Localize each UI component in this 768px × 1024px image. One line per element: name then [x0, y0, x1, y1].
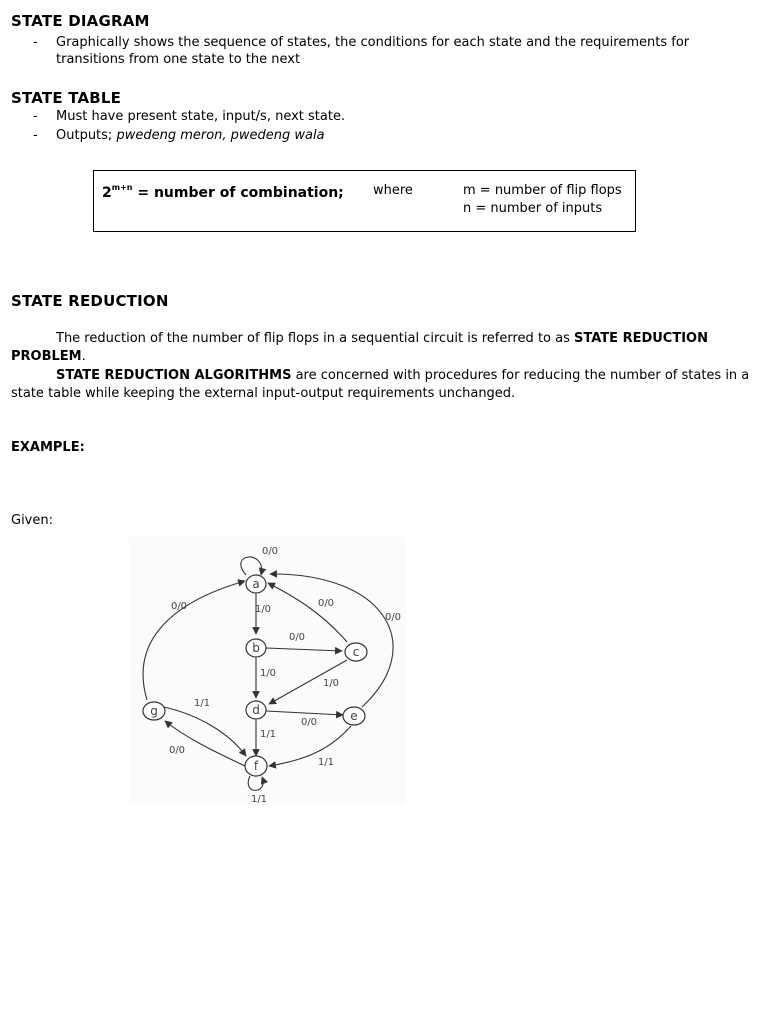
label-g-a: 0/0: [170, 601, 188, 612]
state-label-b: b: [252, 641, 260, 655]
formula-box: [93, 170, 636, 232]
state-reduction-heading: STATE REDUCTION: [11, 292, 169, 310]
m-definition: m = number of flip flops: [463, 183, 622, 198]
label-e-a: 0/0: [384, 612, 402, 623]
state-label-f: f: [253, 759, 259, 773]
outputs-prefix: Outputs;: [56, 128, 113, 143]
state-diagram-svg: [129, 537, 406, 805]
given-label: Given:: [11, 513, 53, 528]
label-e-f: 1/1: [317, 757, 335, 768]
label-a-a: 0/0: [261, 546, 279, 557]
bullet-dash: -: [33, 109, 38, 124]
reduction-paragraph-1: [11, 330, 751, 366]
reduction-p1-end: .: [81, 349, 86, 364]
label-b-c: 0/0: [288, 632, 306, 643]
reduction-p1-text: The reduction of the number of flip flops in a sequential circuit is referred to as: [56, 331, 570, 346]
label-c-a: 0/0: [317, 598, 335, 609]
state-label-c: c: [352, 645, 360, 659]
bullet-text: [56, 127, 746, 144]
bullet-dash: -: [33, 128, 38, 143]
reduction-paragraph-2: [11, 367, 751, 403]
label-b-d: 1/0: [259, 668, 277, 679]
bullet-text: Must have present state, input/s, next state.: [56, 109, 346, 124]
state-diagram-figure: [129, 537, 406, 805]
formula-text: = number of combination;: [137, 185, 344, 201]
label-d-e: 0/0: [300, 717, 318, 728]
reduction-p2-text: are concerned with procedures for reducing the number of states in a state table while keeping the external input-output requirements unchanged.: [11, 368, 750, 401]
state-label-g: g: [150, 704, 158, 718]
label-a-b: 1/0: [254, 604, 272, 615]
where-label: where: [373, 183, 413, 198]
example-label: EXAMPLE:: [11, 440, 85, 455]
reduction-p2-bold: STATE REDUCTION ALGORITHMS: [56, 368, 292, 383]
label-f-g: 0/0: [168, 745, 186, 756]
state-table-heading: STATE TABLE: [11, 89, 122, 107]
state-diagram-heading: STATE DIAGRAM: [11, 12, 150, 30]
state-label-d: d: [252, 703, 260, 717]
label-f-f: 1/1: [250, 794, 268, 805]
bullet-text: Graphically shows the sequence of states, the conditions for each state and the requirements for transitions from one state to the next: [56, 35, 690, 67]
reduction-p1-bold: STATE REDUCTION PROBLEM: [11, 331, 708, 364]
formula-base: 2: [102, 185, 112, 201]
label-c-d: 1/0: [322, 678, 340, 689]
n-definition: n = number of inputs: [463, 201, 603, 216]
bullet-dash: -: [33, 35, 38, 50]
formula-exponent: m+n: [111, 183, 133, 192]
label-d-f: 1/1: [259, 729, 277, 740]
state-label-e: e: [350, 709, 358, 723]
label-g-f: 1/1: [193, 698, 211, 709]
state-label-a: a: [252, 577, 260, 591]
formula: [102, 183, 344, 201]
outputs-italic: pwedeng meron, pwedeng wala: [116, 128, 325, 143]
